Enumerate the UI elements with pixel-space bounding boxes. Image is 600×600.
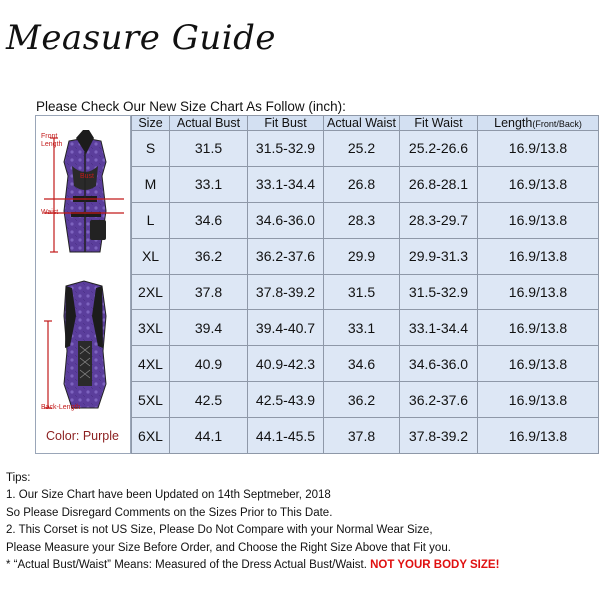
cell-actual-waist: 34.6 [324,346,400,382]
cell-size: 5XL [132,382,170,418]
tip-line: Please Measure your Size Before Order, and Choose the Right Size Above that Fit you. [6,541,451,554]
cell-actual-bust: 34.6 [170,202,248,238]
tip-line: 1. Our Size Chart have been Updated on 14th Septmeber, 2018 [6,489,331,502]
back-corset-image [64,281,106,408]
cell-fit-waist: 29.9-31.3 [400,238,478,274]
cell-length: 16.9/13.8 [478,166,599,202]
cell-fit-waist: 37.8-39.2 [400,418,478,454]
cell-length: 16.9/13.8 [478,382,599,418]
cell-fit-waist: 31.5-32.9 [400,274,478,310]
tip-line: 2. This Corset is not US Size, Please Do Not Compare with your Normal Wear Size, [6,524,433,537]
header-fit-waist: Fit Waist [400,116,478,131]
subtitle: Please Check Our New Size Chart As Follow (inch): [36,99,346,114]
cell-size: M [132,166,170,202]
waist-label: Waist [41,209,59,216]
table-row [132,382,599,418]
header-fit-bust: Fit Bust [248,116,324,131]
cell-fit-bust: 42.5-43.9 [248,382,324,418]
cell-actual-bust: 44.1 [170,418,248,454]
cell-actual-waist: 36.2 [324,382,400,418]
cell-actual-bust: 37.8 [170,274,248,310]
cell-actual-waist: 28.3 [324,202,400,238]
cell-fit-bust: 31.5-32.9 [248,131,324,167]
cell-size: 3XL [132,310,170,346]
corset-illustration [36,116,130,453]
header-actual-waist: Actual Waist [324,116,400,131]
cell-size: S [132,131,170,167]
tip-line: * “Actual Bust/Waist” Means: Measured of the Dress Actual Bust/Waist. NOT YOUR BODY SIZE! [6,559,500,572]
front-corset-image [64,130,106,252]
cell-actual-bust: 36.2 [170,238,248,274]
cell-fit-bust: 40.9-42.3 [248,346,324,382]
cell-length: 16.9/13.8 [478,131,599,167]
cell-fit-waist: 34.6-36.0 [400,346,478,382]
tips-heading: Tips: [6,472,31,484]
front-length-label: Front Length [41,133,63,149]
cell-actual-waist: 37.8 [324,418,400,454]
cell-actual-bust: 40.9 [170,346,248,382]
table-row [132,418,599,454]
table-row [132,310,599,346]
back-length-label: Back-Length [41,404,81,411]
tip-line: So Please Disregard Comments on the Sizes Prior to This Date. [6,506,333,519]
cell-fit-bust: 33.1-34.4 [248,166,324,202]
cell-fit-bust: 44.1-45.5 [248,418,324,454]
corset-photo-column [35,115,131,454]
cell-actual-bust: 31.5 [170,131,248,167]
table-row [132,274,599,310]
cell-size: XL [132,238,170,274]
cell-fit-waist: 33.1-34.4 [400,310,478,346]
cell-fit-bust: 34.6-36.0 [248,202,324,238]
cell-fit-waist: 28.3-29.7 [400,202,478,238]
table-row [132,131,599,167]
cell-length: 16.9/13.8 [478,238,599,274]
cell-actual-waist: 33.1 [324,310,400,346]
cell-actual-waist: 25.2 [324,131,400,167]
cell-fit-bust: 39.4-40.7 [248,310,324,346]
cell-length: 16.9/13.8 [478,274,599,310]
cell-size: 6XL [132,418,170,454]
bust-label: Bust [80,173,95,180]
cell-actual-bust: 33.1 [170,166,248,202]
header-size: Size [132,116,170,131]
body-size-warning: NOT YOUR BODY SIZE! [370,559,500,572]
color-label: Color: Purple [46,429,119,443]
cell-fit-bust: 36.2-37.6 [248,238,324,274]
table-row [132,346,599,382]
cell-fit-waist: 26.8-28.1 [400,166,478,202]
cell-fit-bust: 37.8-39.2 [248,274,324,310]
cell-actual-waist: 31.5 [324,274,400,310]
table-row [132,166,599,202]
cell-length: 16.9/13.8 [478,310,599,346]
table-header-row [132,116,599,131]
cell-actual-bust: 39.4 [170,310,248,346]
header-actual-bust: Actual Bust [170,116,248,131]
cell-length: 16.9/13.8 [478,418,599,454]
table-row [132,202,599,238]
header-length: Length(Front/Back) [478,116,599,131]
tips-section [6,470,596,574]
cell-size: 2XL [132,274,170,310]
cell-actual-bust: 42.5 [170,382,248,418]
cell-length: 16.9/13.8 [478,346,599,382]
cell-size: 4XL [132,346,170,382]
cell-length: 16.9/13.8 [478,202,599,238]
cell-size: L [132,202,170,238]
cell-actual-waist: 29.9 [324,238,400,274]
page-title: Measure Guide [6,18,277,58]
table-body [132,131,599,454]
cell-actual-waist: 26.8 [324,166,400,202]
cell-fit-waist: 25.2-26.6 [400,131,478,167]
table-row [132,238,599,274]
size-table [131,115,599,454]
cell-fit-waist: 36.2-37.6 [400,382,478,418]
size-chart [35,115,598,454]
